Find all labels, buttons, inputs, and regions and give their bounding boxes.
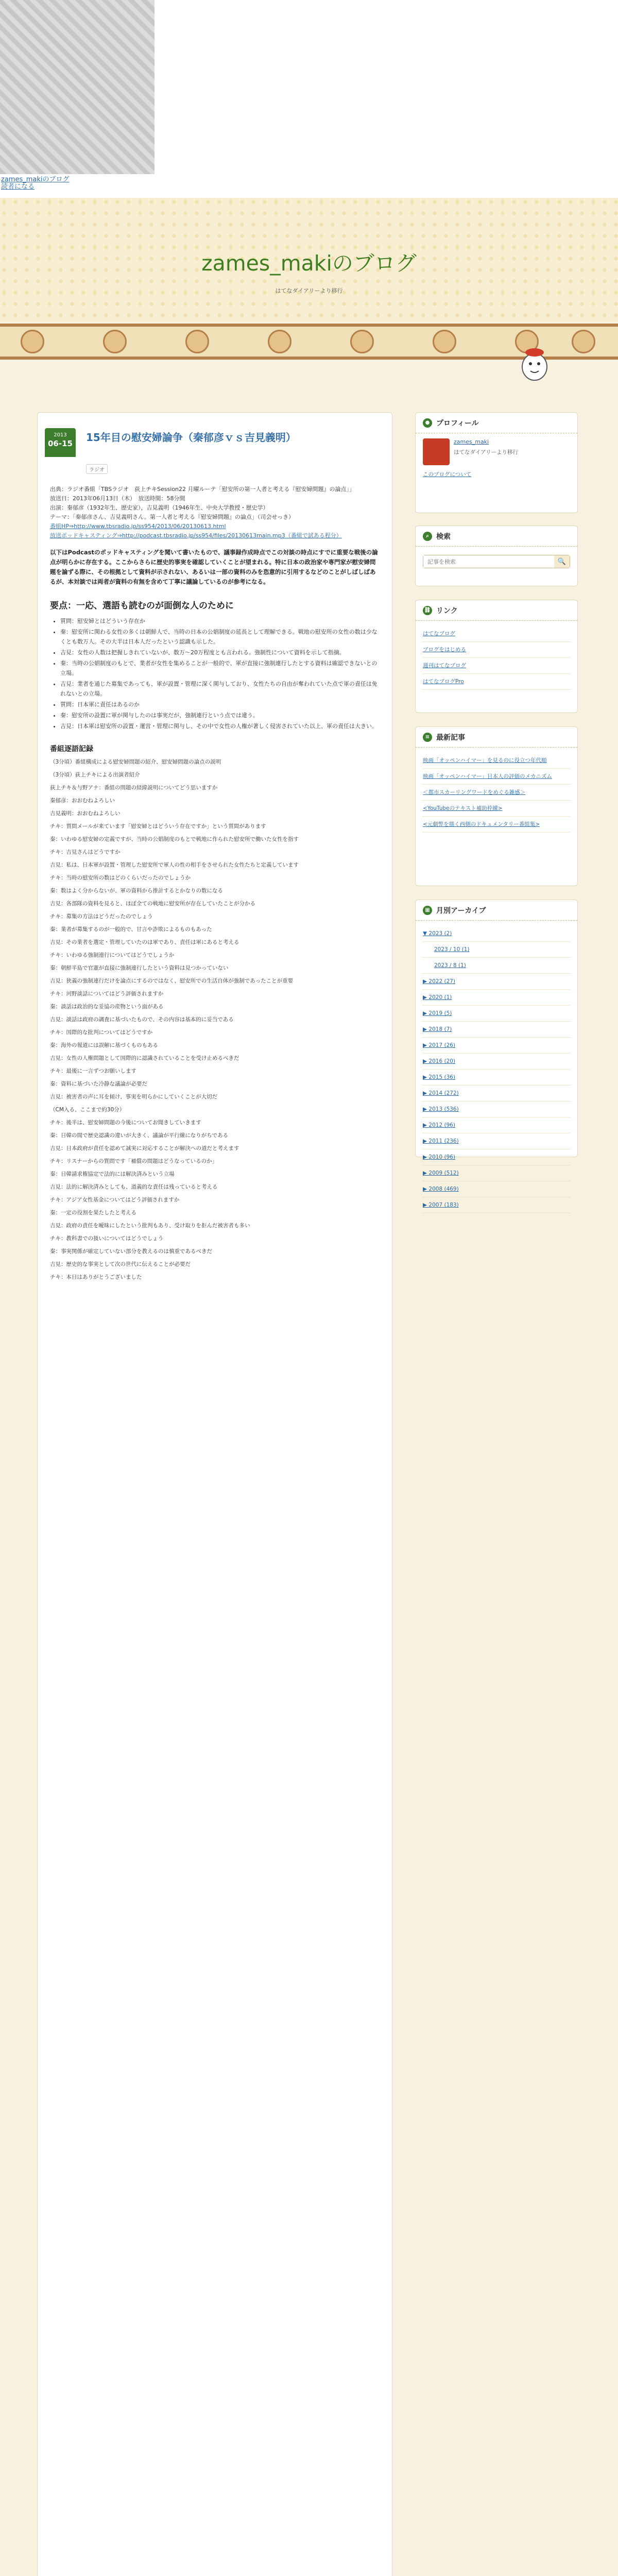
transcript-line: 吉見：政府の責任を曖昧にしたという批判もあり、受け取りを拒んだ被害者も多い xyxy=(50,1223,250,1229)
entry-date-monthday: 06-15 xyxy=(48,439,73,448)
program-info xyxy=(50,485,380,540)
recent-entry-link[interactable]: ＜都市スカーリングワードをめぐる雑感＞ xyxy=(423,789,526,795)
profile-module xyxy=(415,412,578,513)
search-input[interactable] xyxy=(423,555,554,568)
transcript-line: 秦：海外の報道には誤解に基づくものもある xyxy=(50,1042,158,1048)
transcript-line: チキ：国際的な批判についてはどうですか xyxy=(50,1029,153,1036)
archive-link[interactable]: ▶ 2008 (469) xyxy=(423,1186,459,1192)
transcript-line: 秦：いわゆる慰安婦の定義ですが、当時の公娼制度のもとで戦地に作られた慰安所で働いた女性を指す xyxy=(50,836,299,842)
calendar-icon: ▦ xyxy=(423,906,432,915)
archive-item[interactable] xyxy=(423,974,570,990)
list-item: • 質問：慰安婦とはどういう存在か xyxy=(60,616,380,626)
transcript-line: 吉見：法的に解決済みとしても、道義的な責任は残っていると考える xyxy=(50,1184,218,1190)
summary-list xyxy=(50,616,380,731)
archive-link[interactable]: ▶ 2022 (27) xyxy=(423,978,456,985)
archive-item[interactable] xyxy=(423,1149,570,1165)
list-item: • 吉見：日本軍は慰安所の設置・運営・管理に関与し、その中で女性の人権が著しく侵害されていた以上、軍の責任は大きい。 xyxy=(60,721,380,731)
links-list xyxy=(416,621,577,695)
archive-link[interactable]: ▶ 2013 (536) xyxy=(423,1106,459,1112)
transcript-heading: 番組逐語記録 xyxy=(50,745,93,753)
archive-item[interactable] xyxy=(423,1054,570,1070)
archive-list xyxy=(416,921,577,1218)
program-cast: 出演：秦郁彦（1932年生、歴史家），吉見義明（1946年生、中央大学教授・歴史学） xyxy=(50,504,269,511)
recent-entry-link[interactable]: 映画「オッペンハイマー」を見るのに役立つ年代順 xyxy=(423,757,547,764)
transcript-line: 吉見義明：おおむねよろしい xyxy=(50,810,121,817)
entry-category[interactable]: ラジオ xyxy=(86,464,108,474)
transcript-line: 秦：日韓請求権協定で法的には解決済みという立場 xyxy=(50,1171,175,1177)
transcript-line: チキ：当時の慰安所の数はどのくらいだったのでしょうか xyxy=(50,875,191,881)
module-heading-text: プロフィール xyxy=(436,419,479,428)
transcript-line: チキ：アジア女性基金についてはどう評価されますか xyxy=(50,1197,180,1203)
archive-item[interactable] xyxy=(423,1117,570,1133)
sushi-icon xyxy=(21,330,44,353)
recent-entry-link[interactable]: <YouTubeのテキスト補助枠練> xyxy=(423,805,503,811)
transcript-line: 吉見：その業者を選定・管理していたのは軍であり、責任は軍にあると考える xyxy=(50,939,239,945)
transcript-line: 吉見：被害者の声に耳を傾け、事実を明らかにしていくことが大切だ xyxy=(50,1094,218,1100)
archive-link[interactable]: ▶ 2014 (272) xyxy=(423,1090,459,1096)
sushi-icon xyxy=(103,330,127,353)
avatar[interactable] xyxy=(423,438,450,465)
sushi-icon xyxy=(268,330,291,353)
archive-link[interactable]: ▶ 2019 (5) xyxy=(423,1010,452,1016)
transcript-line: 秦：朝鮮半島で官憲が直接に強制連行したという資料は見つかっていない xyxy=(50,965,229,971)
transcript-line: 秦：日韓の間で歴史認識の違いが大きく、議論が平行線になりがちである xyxy=(50,1132,229,1139)
archive-link[interactable]: ▶ 2012 (96) xyxy=(423,1122,456,1128)
program-homepage-link[interactable]: 番組HP⇒http://www.tbsradio.jp/ss954/2013/06/20130613.html xyxy=(50,523,226,530)
transcript-line: 秦郁彦：おおむねよろしい xyxy=(50,798,115,804)
archive-item[interactable] xyxy=(423,958,570,974)
archive-item[interactable] xyxy=(423,1022,570,1038)
archive-link[interactable]: ▼ 2023 (2) xyxy=(423,930,452,937)
profile-name-link[interactable]: zames_maki xyxy=(454,438,489,445)
transcript-line: （CM入る、ここまで約30分） xyxy=(50,1107,125,1113)
archive-item[interactable] xyxy=(423,1181,570,1197)
program-theme: テーマ：「秦郁彦さん、吉見義明さん。第一人者と考える『慰安婦問題』の論点」（司会せっき） xyxy=(50,514,295,520)
entry-body xyxy=(50,485,380,1282)
search-heading xyxy=(416,526,577,547)
transcript-line: 吉見：狭義の強制連行だけを論点にするのではなく、慰安所での生活自体が強制であったことが重要 xyxy=(50,978,294,984)
transcript-line: （3分頃）番組構成による慰安婦問題の紹介、慰安婦問題の論点の説明 xyxy=(50,759,221,765)
module-heading-text: 月別アーカイブ xyxy=(436,906,486,915)
list-item: • 秦：当時の公娼制度のもとで、業者が女性を集めることが一般的で、軍が直接に強制連行したとする資料は確認できないとの立場。 xyxy=(60,658,380,678)
archive-heading xyxy=(416,900,577,921)
archive-link[interactable]: ▶ 2020 (1) xyxy=(423,994,452,1001)
archive-link[interactable]: ▶ 2007 (183) xyxy=(423,1202,459,1208)
recent-heading xyxy=(416,727,577,748)
summary-heading: 要点：一応、選語も読むのが面倒な人のために xyxy=(50,601,234,611)
search-button[interactable]: 🔍 xyxy=(554,555,570,568)
transcript-line: 秦：資料に基づいた冷静な議論が必要だ xyxy=(50,1081,147,1087)
list-item: • 秦：慰安所の設置に軍が関与したのは事実だが、強制連行という点では違う。 xyxy=(60,710,380,720)
archive-item[interactable] xyxy=(423,1086,570,1101)
profile-description: はてなダイアリーより移行 xyxy=(454,449,519,455)
transcript-line: 吉見：女性の人権問題として国際的に認識されていることを受け止めるべきだ xyxy=(50,1055,239,1061)
transcript xyxy=(50,758,380,1282)
blog-title[interactable]: zames_makiのブログ xyxy=(201,251,417,276)
archive-item[interactable] xyxy=(423,942,570,958)
archive-module xyxy=(415,900,578,1208)
archive-item[interactable] xyxy=(423,1038,570,1054)
blog-description: はてなダイアリーより移行 xyxy=(275,287,343,294)
archive-item[interactable] xyxy=(423,926,570,942)
archive-item[interactable] xyxy=(423,1006,570,1022)
search-form xyxy=(423,555,570,568)
transcript-line: 荻上チキ＆与野アナ：番組の問題の経緯説明についてどう思いますか xyxy=(50,785,218,791)
archive-link[interactable]: 2023 / 10 (1) xyxy=(434,946,470,953)
entry-date-year: 2013 xyxy=(54,432,67,438)
sushi-icon xyxy=(350,330,374,353)
module-heading-text: リンク xyxy=(436,606,458,615)
transcript-line: チキ：本日はありがとうございました xyxy=(50,1274,142,1280)
recent-entry-link[interactable]: 映画「オッペンハイマー」日本人の評価のメカニズム xyxy=(423,773,552,779)
profile-heading xyxy=(416,413,577,433)
search-icon: ⌕ xyxy=(423,532,432,541)
transcript-line: 秦：一定の役割を果たしたと考える xyxy=(50,1210,136,1216)
archive-item[interactable] xyxy=(423,1133,570,1149)
links-module xyxy=(415,600,578,713)
transcript-line: （3分頃）荻上チキによる出演者紹介 xyxy=(50,772,140,778)
sidebar-link[interactable]: はてなブログPro xyxy=(423,679,464,685)
program-source: 出典：ラジオ番組「TBSラジオ 荻上チキSession22 月曜ルーテ「慰安所の第一人者と考える『慰安婦問題』の論点」」 xyxy=(50,486,355,493)
document-icon: ≡ xyxy=(423,733,432,742)
sidebar-link[interactable]: ブログをはじめる xyxy=(423,647,466,653)
sushi-icon xyxy=(185,330,209,353)
blog-home-link[interactable]: zames_makiのブログ xyxy=(1,176,70,183)
archive-link[interactable]: ▶ 2010 (96) xyxy=(423,1154,456,1160)
archive-link[interactable]: ▶ 2009 (512) xyxy=(423,1170,459,1176)
transcript-line: チキ：後半は、慰安婦問題の今後についてお聞きしていきます xyxy=(50,1120,201,1126)
sushi-icon xyxy=(572,330,595,353)
transcript-line: チキ：最後に一言ずつお願いします xyxy=(50,1068,136,1074)
module-heading-text: 検索 xyxy=(436,532,451,541)
transcript-line: 秦：業者が募集するのが一般的で、甘言や詐欺によるものもあった xyxy=(50,926,212,933)
list-item: • 秦：慰安所に関わる女性の多くは朝鮮人で、当時の日本の公娼制度の延長として理解できる。戦地の慰安所の女性の数は少なくとも数万人。その大半は日本人だったという認識も示した。 xyxy=(60,627,380,647)
sushi-icon xyxy=(433,330,456,353)
transcript-line: 吉見：談話は政府の調査に基づいたもので、その内容は基本的に妥当である xyxy=(50,1016,234,1023)
entry-title[interactable]: 15年目の慰安婦論争（秦郁彦ｖｓ吉見義明） xyxy=(86,431,296,444)
list-item: • 吉見：女性の人数は把握しきれていないが、数万〜20万程度とも言われる。強制性について資料を示して指摘。 xyxy=(60,648,380,657)
program-date: 放送日：2013年06月13日（木） 放送時間：58分間 xyxy=(50,495,185,502)
user-icon: ● xyxy=(423,418,432,428)
list-item: • 質問：日本軍に責任はあるのか xyxy=(60,700,380,709)
transcript-line: 秦：数はよく分からないが、軍の資料から推計するとかなりの数になる xyxy=(50,888,223,894)
about-blog-link[interactable]: このブログについて xyxy=(423,471,472,478)
recent-entries-module xyxy=(415,726,578,886)
transcript-line: チキ：吉見さんはどうですか xyxy=(50,849,121,855)
transcript-line: 吉見：日本政府が責任を認めて誠実に対応することが解決への道だと考えます xyxy=(50,1145,239,1151)
transcript-line: チキ：質問メールが来ています「慰安婦とはどういう存在ですか」という質問があります xyxy=(50,823,266,829)
subscribe-link[interactable]: 読者になる xyxy=(1,183,35,191)
link-icon: ⛓ xyxy=(423,606,432,615)
transcript-line: 吉見：私は、日本軍が設置・管理した慰安所で軍人の性の相手をさせられた女性たちと定義しています xyxy=(50,862,299,868)
transcript-line: チキ：いわゆる強制連行についてはどうでしょうか xyxy=(50,952,175,958)
archive-link[interactable]: ▶ 2016 (20) xyxy=(423,1058,456,1064)
transcript-line: チキ：リスナーからの質問です「補償の問題はどうなっているのか」 xyxy=(50,1158,218,1164)
links-heading xyxy=(416,600,577,621)
hatena-bar xyxy=(0,0,618,198)
entry-date xyxy=(45,428,76,457)
archive-link[interactable]: ▶ 2015 (36) xyxy=(423,1074,456,1080)
transcript-line: チキ：教科書での扱いについてはどうでしょう xyxy=(50,1235,164,1242)
module-heading-text: 最新記事 xyxy=(436,733,465,742)
archive-link[interactable]: ▶ 2011 (236) xyxy=(423,1138,459,1144)
sidebar-link[interactable]: はてなブログ xyxy=(423,631,455,637)
transcript-line: 吉見：歴史的な事実として次の世代に伝えることが必要だ xyxy=(50,1261,191,1267)
mascot-icon xyxy=(519,346,550,382)
archive-item[interactable] xyxy=(423,990,570,1006)
transcript-line: 秦：談話は政治的な妥協の産物という面がある xyxy=(50,1004,164,1010)
entry-article xyxy=(37,412,392,2576)
list-item: • 吉見：業者を通じた募集であっても、軍が設置・管理に深く関与しており、女性たちの自由が奪われていた点で軍の責任は免れないとの立場。 xyxy=(60,679,380,699)
archive-item[interactable] xyxy=(423,1197,570,1213)
entry-intro: 以下はPodcastのポッドキャスティングを聞いて書いたもので、議事録作成時点でこの対談の時点にすでに重要な戦後の論点が明らかに存在する。ここからさらに歴史的事実を確認していくことが望まれる。特に日本の政治家や専門家が慰安婦問題を論ずる際に、その根拠として資料が示されない、あるいは一部の資料のみを恣意的に引用するなどのことがしばしばあるが、本対談では両者が資料の有無を含めて丁寧に議論しているのが参考になる。 xyxy=(50,549,378,585)
recent-entry-link[interactable]: <元劇弊を描く西側のドキュメンタリー番組集> xyxy=(423,821,540,827)
transcript-line: 秦：事実関係が確定していない部分を教えるのは慎重であるべきだ xyxy=(50,1248,212,1255)
sidebar-link[interactable]: 週刊はてなブログ xyxy=(423,663,466,669)
header-thumbnail-image xyxy=(0,0,154,174)
archive-link[interactable]: ▶ 2018 (7) xyxy=(423,1026,452,1032)
transcript-line: チキ：河野談話についてはどう評価されますか xyxy=(50,991,164,997)
archive-item[interactable] xyxy=(423,1101,570,1117)
podcast-link[interactable]: 放送ポッドキャスティング⇒http://podcast.tbsradio.jp/ss954/files/20130613main.mp3（番組で試ある程分） xyxy=(50,532,342,539)
archive-item[interactable] xyxy=(423,1070,570,1086)
archive-item[interactable] xyxy=(423,1165,570,1181)
archive-link[interactable]: 2023 / 8 (1) xyxy=(434,962,466,969)
transcript-line: 吉見：各部隊の資料を見ると、ほぼ全ての戦地に慰安所が存在していたことが分かる xyxy=(50,901,255,907)
transcript-line: チキ：募集の方法はどうだったのでしょう xyxy=(50,913,153,920)
recent-list xyxy=(416,748,577,838)
hatena-links xyxy=(1,176,70,191)
archive-link[interactable]: ▶ 2017 (26) xyxy=(423,1042,456,1048)
search-module xyxy=(415,526,578,586)
